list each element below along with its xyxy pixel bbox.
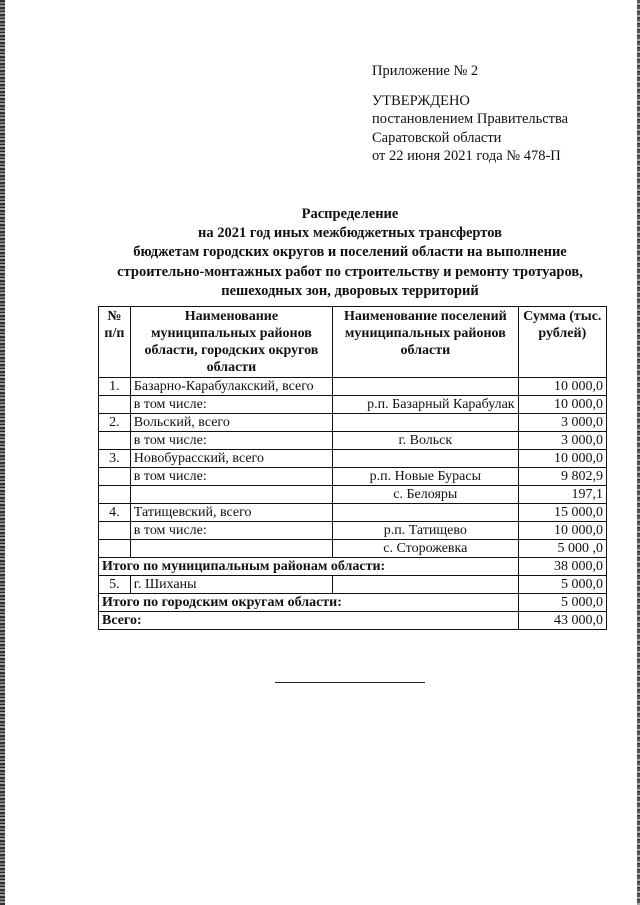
appendix-block <box>372 62 568 166</box>
subtotal-districts-sum: 38 000,0 <box>518 558 606 576</box>
row-num <box>99 432 131 450</box>
total-label: Всего: <box>99 612 519 630</box>
subtotal-districts-row <box>99 558 607 576</box>
row-district: Новобурасский, всего <box>130 450 332 468</box>
row-district: Вольский, всего <box>130 414 332 432</box>
signature-line <box>275 682 425 683</box>
row-sum: 9 802,9 <box>518 468 606 486</box>
row-sum: 3 000,0 <box>518 432 606 450</box>
row-num <box>99 468 131 486</box>
row-sum: 5 000,0 <box>518 576 606 594</box>
subtotal-cities-sum: 5 000,0 <box>518 594 606 612</box>
approved-line-3: от 22 июня 2021 года № 478-П <box>372 148 561 164</box>
table-row <box>99 486 607 504</box>
row-settlement <box>333 504 519 522</box>
row-settlement: с. Белояры <box>333 486 519 504</box>
table-row <box>99 576 607 594</box>
row-district <box>130 486 332 504</box>
total-row <box>99 612 607 630</box>
table-row <box>99 378 607 396</box>
title-line-5: пешеходных зон, дворовых территорий <box>221 282 479 299</box>
row-district: в том числе: <box>130 396 332 414</box>
row-num <box>99 540 131 558</box>
row-sum: 10 000,0 <box>518 396 606 414</box>
row-num <box>99 522 131 540</box>
row-num: 3. <box>99 450 131 468</box>
row-sum: 3 000,0 <box>518 414 606 432</box>
row-settlement: р.п. Базарный Карабулак <box>333 396 519 414</box>
row-sum: 197,1 <box>518 486 606 504</box>
row-sum: 10 000,0 <box>518 522 606 540</box>
title-line-3: бюджетам городских округов и поселений области на выполнение <box>133 244 567 261</box>
title-line-1: Распределение <box>301 206 399 222</box>
row-settlement <box>333 576 519 594</box>
scan-edge-left <box>0 0 5 905</box>
row-district <box>130 540 332 558</box>
total-sum: 43 000,0 <box>518 612 606 630</box>
title-line-2: на 2021 год иных межбюджетных трансфертов <box>198 225 502 242</box>
table-row <box>99 522 607 540</box>
table-header-row <box>99 307 607 378</box>
table-row <box>99 540 607 558</box>
appendix-number: Приложение № 2 <box>372 63 479 79</box>
distribution-table <box>98 306 607 630</box>
table-row <box>99 468 607 486</box>
row-sum: 10 000,0 <box>518 378 606 396</box>
row-num <box>99 486 131 504</box>
row-district: Татищевский, всего <box>130 504 332 522</box>
row-district: в том числе: <box>130 432 332 450</box>
header-settlement: Наименование поселений муниципальных районов области <box>333 307 519 378</box>
title-line-4: строительно-монтажных работ по строительству и ремонту тротуаров, <box>117 263 583 280</box>
table-row <box>99 414 607 432</box>
row-num: 2. <box>99 414 131 432</box>
row-settlement <box>333 378 519 396</box>
row-district: г. Шиханы <box>130 576 332 594</box>
row-num: 5. <box>99 576 131 594</box>
header-num: № п/п <box>99 307 131 378</box>
row-num <box>99 396 131 414</box>
table-row <box>99 504 607 522</box>
table-row <box>99 432 607 450</box>
row-sum: 5 000 ,0 <box>518 540 606 558</box>
document-title <box>96 205 604 301</box>
row-settlement <box>333 414 519 432</box>
header-sum: Сумма (тыс. рублей) <box>518 307 606 378</box>
row-sum: 10 000,0 <box>518 450 606 468</box>
subtotal-cities-row <box>99 594 607 612</box>
row-settlement: р.п. Татищево <box>333 522 519 540</box>
row-district: Базарно-Карабулакский, всего <box>130 378 332 396</box>
row-settlement: с. Сторожевка <box>333 540 519 558</box>
row-district: в том числе: <box>130 522 332 540</box>
header-district: Наименование муниципальных районов области, городских округов области <box>130 307 332 378</box>
approved-line-1: постановлением Правительства <box>372 111 569 127</box>
row-num: 4. <box>99 504 131 522</box>
row-district: в том числе: <box>130 468 332 486</box>
row-num: 1. <box>99 378 131 396</box>
approved-label: УТВЕРЖДЕНО <box>372 92 470 109</box>
table-row <box>99 450 607 468</box>
row-settlement <box>333 450 519 468</box>
row-sum: 15 000,0 <box>518 504 606 522</box>
approved-line-2: Саратовской области <box>372 129 502 146</box>
subtotal-districts-label: Итого по муниципальным районам области: <box>99 558 519 576</box>
table-row <box>99 396 607 414</box>
row-settlement: р.п. Новые Бурасы <box>333 468 519 486</box>
subtotal-cities-label: Итого по городским округам области: <box>99 594 519 612</box>
row-settlement: г. Вольск <box>333 432 519 450</box>
